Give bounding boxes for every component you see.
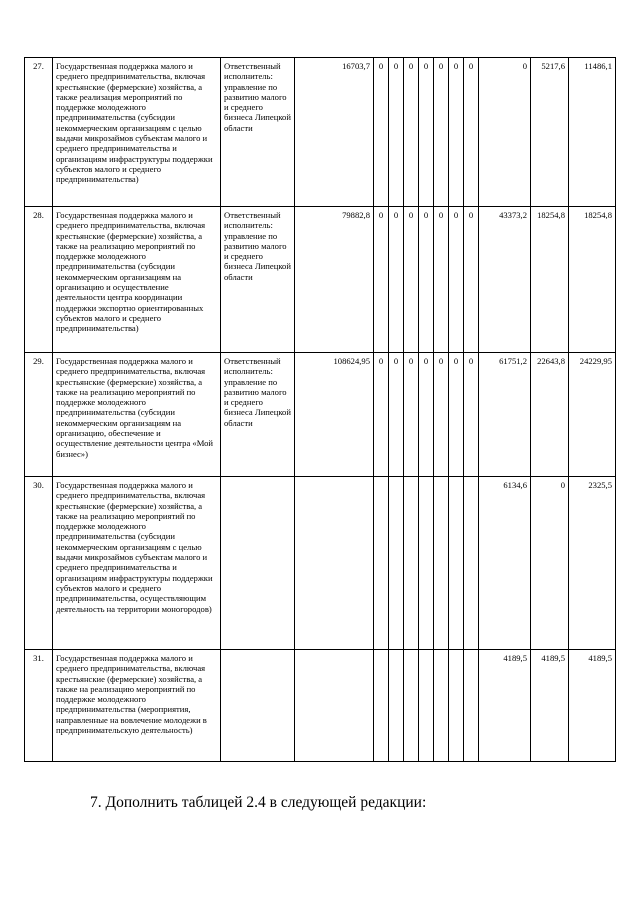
row-year-value	[404, 477, 419, 650]
row-year-value: 0	[434, 58, 449, 207]
row-responsible	[221, 650, 295, 762]
row-total	[295, 650, 374, 762]
row-number: 28.	[25, 207, 53, 353]
row-description: Государственная поддержка малого и среднего предпринимательства, включая крестьянские (фермерские) хозяйства, а также на реализацию мероприятий по поддержке молодежного предпринимательства (мероприятия, направленные на вовлечение молодежи в предпринимательскую деятельность)	[53, 650, 221, 762]
row-year-value	[389, 650, 404, 762]
row-description: Государственная поддержка малого и среднего предпринимательства, включая крестьянские (фермерские) хозяйства, а также на реализацию мероприятий по поддержке молодежного предпринимательства (субсидии некоммерческим организациям с целью выдачи микрозаймов субъектам малого и среднего предпринимательства и организациям инфраструктуры поддержки субъектов малого и среднего предпринимательства, осуществляющим деятельность на территории моногородов)	[53, 477, 221, 650]
table-row	[25, 353, 616, 477]
row-value-3: 11486,1	[569, 58, 616, 207]
row-year-value: 0	[419, 58, 434, 207]
row-value-3: 2325,5	[569, 477, 616, 650]
row-year-value	[374, 650, 389, 762]
row-year-value: 0	[449, 207, 464, 353]
row-year-value	[449, 650, 464, 762]
row-number: 31.	[25, 650, 53, 762]
row-year-value: 0	[404, 58, 419, 207]
row-year-value	[449, 477, 464, 650]
row-total: 79882,8	[295, 207, 374, 353]
row-description: Государственная поддержка малого и среднего предпринимательства, включая крестьянские (фермерские) хозяйства, а также реализация мероприятий по поддержке молодежного предпринимательства (субсидии некоммерческим организациям с целью выдачи микрозаймов субъектам малого и среднего предпринимательства и организациям инфраструктуры поддержки субъектов малого и среднего предпринимательства)	[53, 58, 221, 207]
row-value-1: 0	[479, 58, 531, 207]
row-value-1: 61751,2	[479, 353, 531, 477]
row-year-value: 0	[389, 207, 404, 353]
table-row	[25, 650, 616, 762]
row-year-value	[404, 650, 419, 762]
row-value-1: 4189,5	[479, 650, 531, 762]
row-year-value: 0	[404, 207, 419, 353]
row-year-value: 0	[419, 207, 434, 353]
row-year-value: 0	[374, 353, 389, 477]
row-year-value	[389, 477, 404, 650]
footer-instruction: 7. Дополнить таблицей 2.4 в следующей редакции:	[90, 794, 427, 811]
row-year-value: 0	[404, 353, 419, 477]
row-year-value: 0	[434, 353, 449, 477]
row-number: 27.	[25, 58, 53, 207]
row-description: Государственная поддержка малого и среднего предпринимательства, включая крестьянские (фермерские) хозяйства, а также на реализацию мероприятий по поддержке молодежного предпринимательства (субсидии некоммерческим организациям на организацию, обеспечение и осуществление деятельности центра «Мой бизнес»)	[53, 353, 221, 477]
row-total	[295, 477, 374, 650]
row-year-value	[419, 477, 434, 650]
row-year-value	[464, 650, 479, 762]
row-year-value: 0	[419, 353, 434, 477]
table-row	[25, 477, 616, 650]
row-total: 108624,95	[295, 353, 374, 477]
row-year-value: 0	[464, 353, 479, 477]
row-value-2: 0	[531, 477, 569, 650]
row-year-value	[419, 650, 434, 762]
row-year-value: 0	[464, 207, 479, 353]
row-responsible	[221, 477, 295, 650]
row-value-2: 18254,8	[531, 207, 569, 353]
row-value-3: 18254,8	[569, 207, 616, 353]
row-year-value: 0	[449, 353, 464, 477]
row-responsible: Ответственный исполнитель: управление по развитию малого и среднего бизнеса Липецкой области	[221, 353, 295, 477]
row-year-value	[434, 650, 449, 762]
row-year-value: 0	[389, 353, 404, 477]
row-value-2: 4189,5	[531, 650, 569, 762]
row-value-2: 22643,8	[531, 353, 569, 477]
row-value-3: 24229,95	[569, 353, 616, 477]
row-value-1: 43373,2	[479, 207, 531, 353]
table-row	[25, 207, 616, 353]
row-value-2: 5217,6	[531, 58, 569, 207]
row-value-1: 6134,6	[479, 477, 531, 650]
row-year-value	[374, 477, 389, 650]
budget-table	[24, 57, 616, 762]
row-number: 30.	[25, 477, 53, 650]
row-year-value: 0	[449, 58, 464, 207]
row-number: 29.	[25, 353, 53, 477]
table-row	[25, 58, 616, 207]
row-total: 16703,7	[295, 58, 374, 207]
row-year-value: 0	[374, 58, 389, 207]
row-year-value	[464, 477, 479, 650]
row-responsible: Ответственный исполнитель: управление по развитию малого и среднего бизнеса Липецкой области	[221, 58, 295, 207]
row-responsible: Ответственный исполнитель: управление по развитию малого и среднего бизнеса Липецкой области	[221, 207, 295, 353]
row-description: Государственная поддержка малого и среднего предпринимательства, включая крестьянские (фермерские) хозяйства, а также на реализацию мероприятий по поддержке молодежного предпринимательства (субсидии некоммерческим организациям на организацию и осуществление деятельности центра координации поддержки экспортно ориентированных субъектов малого и среднего предпринимательства)	[53, 207, 221, 353]
row-year-value: 0	[464, 58, 479, 207]
row-year-value: 0	[434, 207, 449, 353]
row-year-value	[434, 477, 449, 650]
row-year-value: 0	[389, 58, 404, 207]
row-value-3: 4189,5	[569, 650, 616, 762]
row-year-value: 0	[374, 207, 389, 353]
